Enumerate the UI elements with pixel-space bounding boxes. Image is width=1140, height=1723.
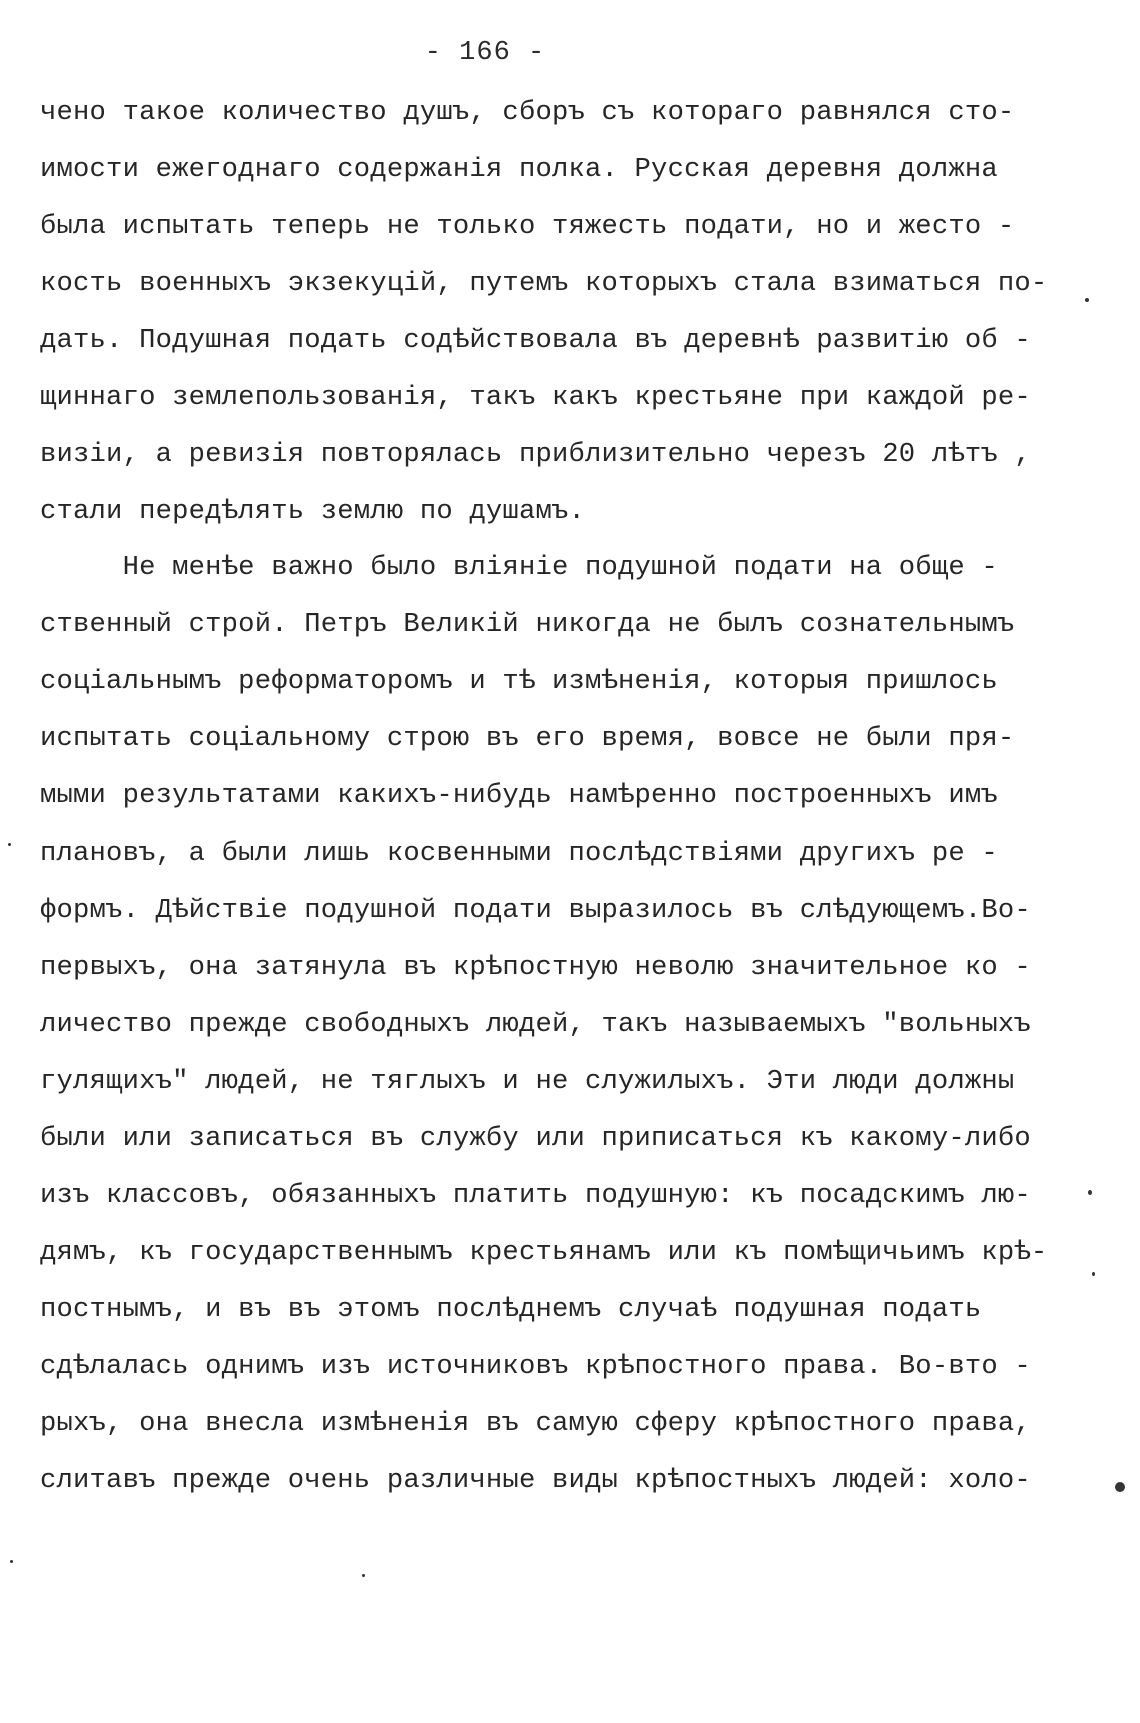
text-line: дать. Подушная подать содѣйствовала въ деревнѣ развитію об - [40,325,1031,356]
text-line: стали передѣлять землю по душамъ. [40,496,585,527]
text-line: Не менѣе важно было вліяніе подушной подати на обще - [40,552,998,583]
page-number: - 166 - [424,38,546,68]
text-line: имости ежегоднаго содержанія полка. Русская деревня должна [40,154,998,185]
text-line: рыхъ, она внесла измѣненія въ самую сферу крѣпостного права, [40,1408,1031,1439]
text-line: постнымъ, и въ въ этомъ послѣднемъ случаѣ подушная подать [40,1294,982,1325]
scan-speck [10,1560,13,1563]
scan-speck [1115,1482,1125,1492]
text-line: мыми результатами какихъ-нибудь намѣренно построенныхъ имъ [40,780,998,811]
text-line: ственный строй. Петръ Великій никогда не былъ сознательнымъ [40,609,1015,640]
text-line: кость военныхъ экзекуцій, путемъ которыхъ стала взиматься по- [40,268,1048,299]
text-line: гулящихъ" людей, не тяглыхъ и не служилыхъ. Эти люди должны [40,1066,1015,1097]
scan-speck [1088,1190,1092,1195]
text-line: чено такое количество душъ, сборъ съ котораго равнялся сто- [40,97,1015,128]
scan-speck [8,843,11,846]
scan-speck [1092,1272,1095,1276]
text-line: первыхъ, она затянула въ крѣпостную неволю значительное ко - [40,952,1031,983]
text-line: были или записаться въ службу или приписаться къ какому-либо [40,1123,1031,1154]
text-line: соціальнымъ реформаторомъ и тѣ измѣненія, которыя пришлось [40,666,998,697]
text-line: визіи, а ревизія повторялась приблизительно черезъ 20 лѣтъ , [40,439,1031,470]
text-line: плановъ, а были лишь косвенными послѣдствіями другихъ ре - [40,838,998,869]
text-line: слитавъ прежде очень различные виды крѣпостныхъ людей: холо- [40,1465,1031,1496]
text-line: изъ классовъ, обязанныхъ платить подушную: къ посадскимъ лю- [40,1180,1031,1211]
text-line: личество прежде свободныхъ людей, такъ называемыхъ "вольныхъ [40,1009,1031,1040]
text-line: была испытать теперь не только тяжесть подати, но и жесто - [40,211,1015,242]
text-line: дямъ, къ государственнымъ крестьянамъ или къ помѣщичьимъ крѣ- [40,1237,1048,1268]
text-line: щиннаго землепользованія, такъ какъ крестьяне при каждой ре- [40,382,1031,413]
text-line: формъ. Дѣйствіе подушной подати выразилось въ слѣдующемъ.Во- [40,895,1031,926]
text-line: испытать соціальному строю въ его время, вовсе не были пря- [40,723,1015,754]
scan-speck [1085,298,1089,302]
text-line: сдѣлалась однимъ изъ источниковъ крѣпостного права. Во-вто - [40,1351,1031,1382]
scan-speck [362,1574,365,1577]
